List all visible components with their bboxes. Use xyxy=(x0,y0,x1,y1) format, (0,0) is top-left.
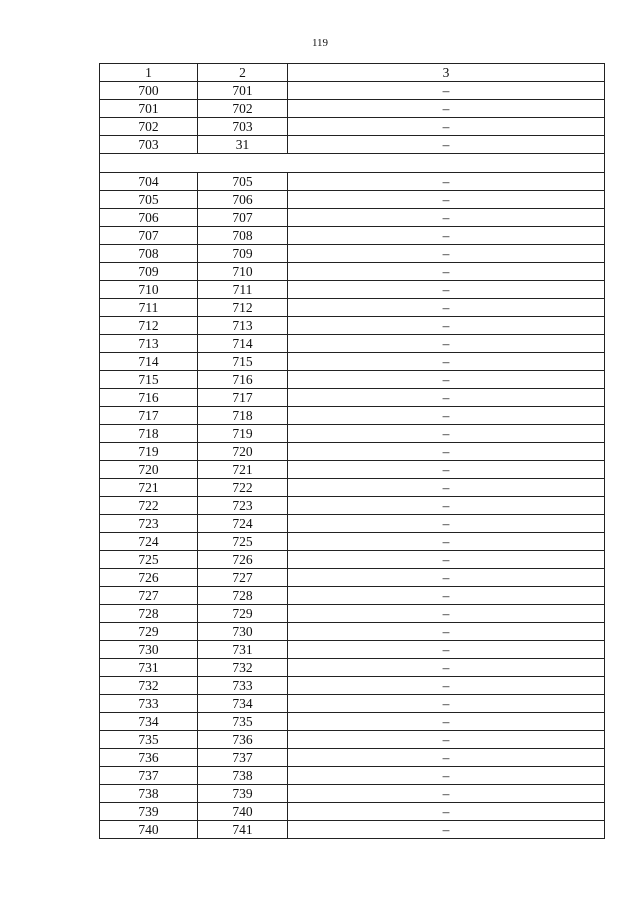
cell-col-2: 730 xyxy=(198,623,288,641)
table-row xyxy=(100,118,605,136)
cell-col-1: 706 xyxy=(100,209,198,227)
cell-col-2: 710 xyxy=(198,263,288,281)
cell-col-2: 721 xyxy=(198,461,288,479)
section-break-row xyxy=(100,154,605,173)
table-row xyxy=(100,353,605,371)
cell-col-2: 713 xyxy=(198,317,288,335)
cell-col-2: 719 xyxy=(198,425,288,443)
cell-col-2: 733 xyxy=(198,677,288,695)
cell-col-1: 731 xyxy=(100,659,198,677)
cell-col-3: – xyxy=(288,497,605,515)
cell-col-3: – xyxy=(288,245,605,263)
table-row xyxy=(100,767,605,785)
cell-col-2: 701 xyxy=(198,82,288,100)
cell-col-1: 707 xyxy=(100,227,198,245)
cell-col-3: – xyxy=(288,371,605,389)
cell-col-3: – xyxy=(288,587,605,605)
cell-col-1: 726 xyxy=(100,569,198,587)
header-row xyxy=(100,64,605,82)
table-row xyxy=(100,281,605,299)
cell-col-1: 712 xyxy=(100,317,198,335)
cell-col-3: – xyxy=(288,407,605,425)
cell-col-2: 722 xyxy=(198,479,288,497)
cell-col-2: 717 xyxy=(198,389,288,407)
cell-col-3: – xyxy=(288,263,605,281)
cell-col-3: – xyxy=(288,82,605,100)
cell-col-3: – xyxy=(288,227,605,245)
cell-col-1: 713 xyxy=(100,335,198,353)
table-row xyxy=(100,335,605,353)
cell-col-1: 720 xyxy=(100,461,198,479)
cell-col-1: 704 xyxy=(100,173,198,191)
cell-col-1: 701 xyxy=(100,100,198,118)
cell-col-2: 734 xyxy=(198,695,288,713)
table-row xyxy=(100,425,605,443)
cell-col-2: 705 xyxy=(198,173,288,191)
cell-col-1: 722 xyxy=(100,497,198,515)
cell-col-3: – xyxy=(288,641,605,659)
cell-col-2: 723 xyxy=(198,497,288,515)
cell-col-3: – xyxy=(288,695,605,713)
cell-col-2: 725 xyxy=(198,533,288,551)
table-row xyxy=(100,605,605,623)
column-header-3: 3 xyxy=(288,64,605,82)
cell-col-3: – xyxy=(288,118,605,136)
cell-col-2: 31 xyxy=(198,136,288,154)
cell-col-2: 718 xyxy=(198,407,288,425)
cell-col-1: 710 xyxy=(100,281,198,299)
table-row xyxy=(100,317,605,335)
page-number: 119 xyxy=(311,37,329,49)
cell-col-1: 703 xyxy=(100,136,198,154)
cell-col-3: – xyxy=(288,803,605,821)
cell-col-1: 708 xyxy=(100,245,198,263)
cell-col-1: 727 xyxy=(100,587,198,605)
cell-col-3: – xyxy=(288,533,605,551)
cell-col-3: – xyxy=(288,623,605,641)
cell-col-3: – xyxy=(288,731,605,749)
table-row xyxy=(100,587,605,605)
cell-col-2: 727 xyxy=(198,569,288,587)
cell-col-1: 729 xyxy=(100,623,198,641)
cell-col-3: – xyxy=(288,821,605,839)
table-row xyxy=(100,479,605,497)
cell-col-1: 705 xyxy=(100,191,198,209)
table-row xyxy=(100,209,605,227)
cell-col-3: – xyxy=(288,785,605,803)
cell-col-1: 734 xyxy=(100,713,198,731)
cell-col-1: 716 xyxy=(100,389,198,407)
cell-col-3: – xyxy=(288,713,605,731)
table-row xyxy=(100,749,605,767)
cell-col-2: 706 xyxy=(198,191,288,209)
cell-col-1: 735 xyxy=(100,731,198,749)
cell-col-1: 702 xyxy=(100,118,198,136)
cell-col-2: 737 xyxy=(198,749,288,767)
cell-col-2: 735 xyxy=(198,713,288,731)
table-row xyxy=(100,659,605,677)
table-row xyxy=(100,389,605,407)
cell-col-1: 723 xyxy=(100,515,198,533)
cell-col-2: 738 xyxy=(198,767,288,785)
cell-col-2: 702 xyxy=(198,100,288,118)
cell-col-1: 717 xyxy=(100,407,198,425)
table-row xyxy=(100,695,605,713)
cell-col-1: 738 xyxy=(100,785,198,803)
cell-col-1: 700 xyxy=(100,82,198,100)
cell-col-2: 714 xyxy=(198,335,288,353)
table-row xyxy=(100,497,605,515)
cell-col-2: 709 xyxy=(198,245,288,263)
table-row xyxy=(100,173,605,191)
cell-col-2: 736 xyxy=(198,731,288,749)
cell-col-3: – xyxy=(288,569,605,587)
cell-col-1: 724 xyxy=(100,533,198,551)
table-row xyxy=(100,443,605,461)
cell-col-1: 733 xyxy=(100,695,198,713)
cell-col-2: 728 xyxy=(198,587,288,605)
cell-col-3: – xyxy=(288,209,605,227)
cell-col-3: – xyxy=(288,281,605,299)
cell-col-3: – xyxy=(288,677,605,695)
data-table xyxy=(99,63,605,839)
cell-col-3: – xyxy=(288,479,605,497)
cell-col-1: 732 xyxy=(100,677,198,695)
cell-col-1: 709 xyxy=(100,263,198,281)
column-header-1: 1 xyxy=(100,64,198,82)
cell-col-2: 712 xyxy=(198,299,288,317)
table-row xyxy=(100,371,605,389)
table-row xyxy=(100,551,605,569)
cell-col-3: – xyxy=(288,515,605,533)
table-row xyxy=(100,569,605,587)
table-row xyxy=(100,821,605,839)
cell-col-1: 737 xyxy=(100,767,198,785)
cell-col-2: 716 xyxy=(198,371,288,389)
table-row xyxy=(100,731,605,749)
table-row xyxy=(100,677,605,695)
column-header-2: 2 xyxy=(198,64,288,82)
cell-col-3: – xyxy=(288,173,605,191)
cell-col-3: – xyxy=(288,767,605,785)
table-row xyxy=(100,623,605,641)
cell-col-1: 728 xyxy=(100,605,198,623)
table-row xyxy=(100,515,605,533)
table-row xyxy=(100,191,605,209)
table-row xyxy=(100,785,605,803)
table-row xyxy=(100,82,605,100)
table-row xyxy=(100,533,605,551)
cell-col-2: 726 xyxy=(198,551,288,569)
table-row xyxy=(100,245,605,263)
cell-col-2: 724 xyxy=(198,515,288,533)
table-row xyxy=(100,263,605,281)
cell-col-2: 703 xyxy=(198,118,288,136)
cell-col-3: – xyxy=(288,353,605,371)
cell-col-3: – xyxy=(288,317,605,335)
table-row xyxy=(100,100,605,118)
cell-col-3: – xyxy=(288,659,605,677)
cell-col-3: – xyxy=(288,461,605,479)
cell-col-2: 707 xyxy=(198,209,288,227)
cell-col-2: 708 xyxy=(198,227,288,245)
cell-col-3: – xyxy=(288,551,605,569)
cell-col-1: 714 xyxy=(100,353,198,371)
cell-col-2: 731 xyxy=(198,641,288,659)
cell-col-1: 730 xyxy=(100,641,198,659)
table-row xyxy=(100,299,605,317)
table-row xyxy=(100,407,605,425)
table-body xyxy=(100,64,605,839)
table-row xyxy=(100,641,605,659)
cell-col-3: – xyxy=(288,605,605,623)
cell-col-3: – xyxy=(288,749,605,767)
cell-col-2: 741 xyxy=(198,821,288,839)
cell-col-3: – xyxy=(288,191,605,209)
cell-col-2: 715 xyxy=(198,353,288,371)
section-break-cell xyxy=(100,154,605,173)
cell-col-3: – xyxy=(288,100,605,118)
cell-col-1: 721 xyxy=(100,479,198,497)
table-row xyxy=(100,136,605,154)
cell-col-3: – xyxy=(288,425,605,443)
table-row xyxy=(100,227,605,245)
cell-col-3: – xyxy=(288,335,605,353)
cell-col-3: – xyxy=(288,389,605,407)
cell-col-2: 732 xyxy=(198,659,288,677)
table-row xyxy=(100,803,605,821)
table-row xyxy=(100,713,605,731)
cell-col-1: 739 xyxy=(100,803,198,821)
cell-col-1: 715 xyxy=(100,371,198,389)
cell-col-1: 711 xyxy=(100,299,198,317)
cell-col-2: 739 xyxy=(198,785,288,803)
cell-col-2: 740 xyxy=(198,803,288,821)
cell-col-1: 718 xyxy=(100,425,198,443)
cell-col-1: 736 xyxy=(100,749,198,767)
cell-col-1: 740 xyxy=(100,821,198,839)
cell-col-3: – xyxy=(288,136,605,154)
cell-col-3: – xyxy=(288,299,605,317)
cell-col-2: 711 xyxy=(198,281,288,299)
cell-col-2: 729 xyxy=(198,605,288,623)
table-row xyxy=(100,461,605,479)
cell-col-2: 720 xyxy=(198,443,288,461)
cell-col-1: 725 xyxy=(100,551,198,569)
cell-col-3: – xyxy=(288,443,605,461)
cell-col-1: 719 xyxy=(100,443,198,461)
